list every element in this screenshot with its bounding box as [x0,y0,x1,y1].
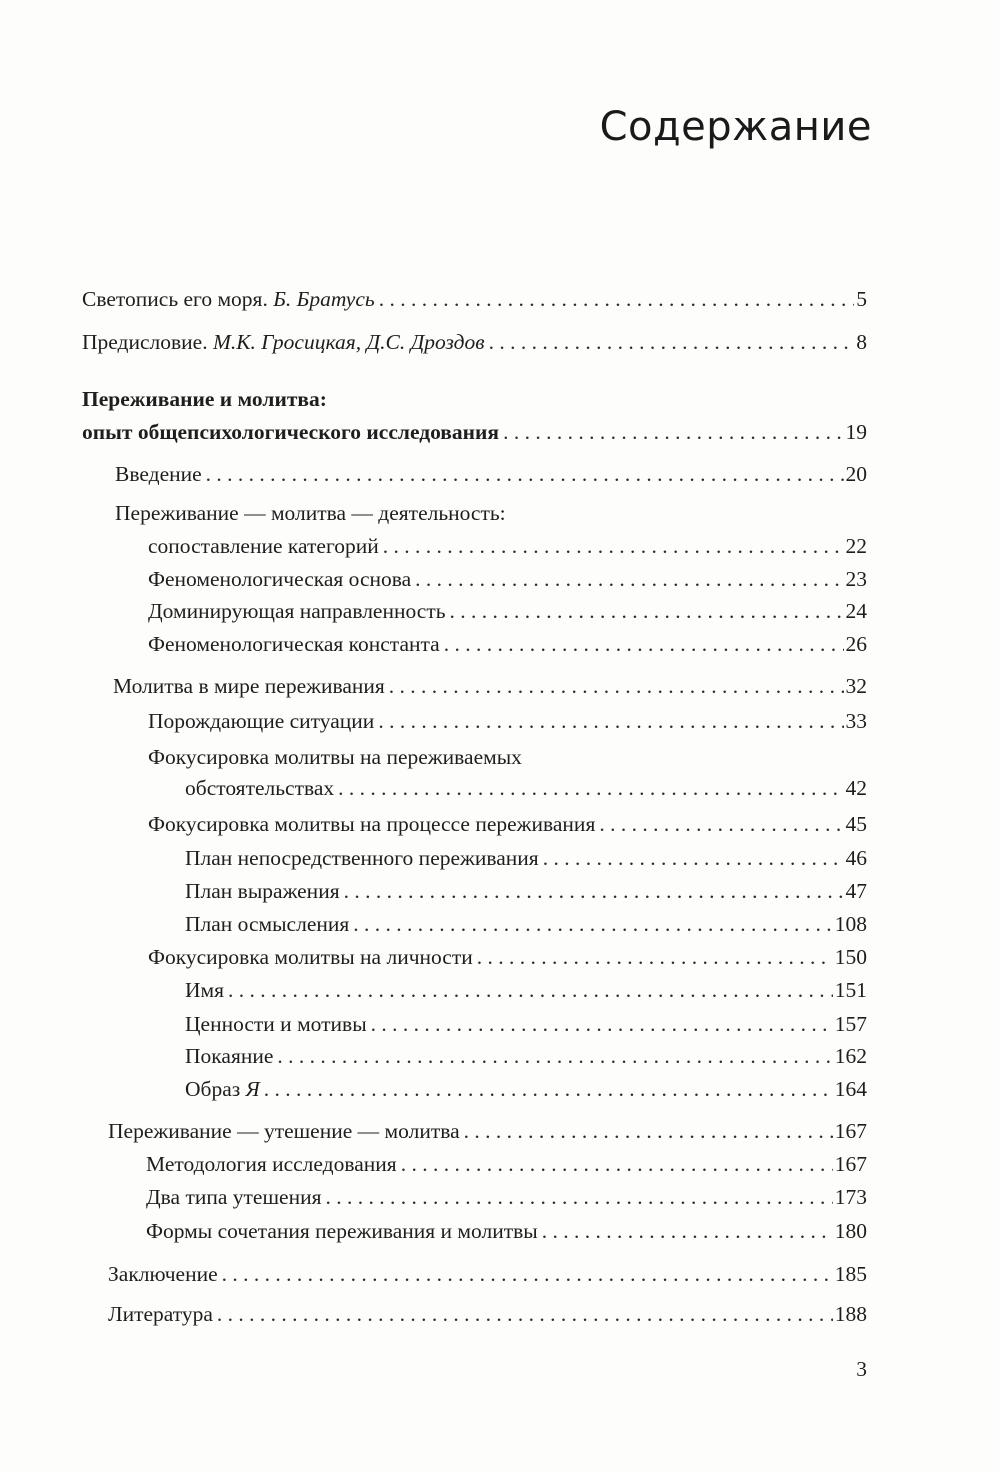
dot-leader [206,461,844,487]
toc-entry-label: План выражения [185,879,340,903]
dot-leader [379,286,855,312]
dot-leader [543,845,844,871]
toc-entry-label: Светопись его моря. Б. Братусь [82,287,375,311]
toc-entry[interactable] [185,775,867,801]
toc-entry-heading-line: Переживание и молитва: [82,387,327,411]
toc-entry[interactable] [115,461,867,487]
toc-entry-label: План осмысления [185,912,350,936]
toc-entry-label: Ценности и мотивы [185,1012,367,1036]
dot-leader [325,1184,832,1210]
dot-leader [353,911,832,937]
toc-entry-label: Фокусировка молитвы на личности [148,945,473,969]
dot-leader [264,1076,833,1102]
toc-entry-page: 24 [845,599,867,623]
toc-entry[interactable] [146,1218,867,1244]
toc-entry-page: 8 [856,330,867,354]
toc-entry-label: Литература [108,1302,213,1326]
toc-entry[interactable] [146,1184,867,1210]
toc-entry-author: Б. Братусь [273,287,375,311]
toc-entry[interactable] [148,631,867,657]
dot-leader [217,1301,833,1327]
toc-entry-page: 162 [834,1044,867,1068]
toc-entry-label: Формы сочетания переживания и молитвы [146,1219,538,1243]
toc-entry-label: Молитва в мире переживания [113,674,385,698]
toc-entry-page: 164 [834,1077,867,1101]
dot-leader [389,673,844,699]
toc-entry[interactable] [185,911,867,937]
toc-entry[interactable] [108,1301,867,1327]
toc-entry-label: Переживание — утешение — молитва [108,1119,460,1143]
toc-entry[interactable] [146,1151,867,1177]
toc-entry-label: Заключение [108,1262,218,1286]
toc-entry[interactable] [108,1261,867,1287]
dot-leader [464,1118,833,1144]
toc-entry-page: 20 [845,462,867,486]
toc-entry-label: Доминирующая направленность [148,599,446,623]
toc-entry-page: 150 [834,945,867,969]
dot-leader [228,977,833,1003]
toc-entry[interactable] [185,878,867,904]
dot-leader [222,1261,833,1287]
toc-entry-page: 151 [834,978,867,1002]
toc-entry-page: 188 [834,1302,867,1326]
toc-entry-page: 180 [834,1219,867,1243]
toc-entry[interactable] [82,419,867,445]
toc-entry-page: 185 [834,1262,867,1286]
dot-leader [450,598,844,624]
toc-entry-page: 173 [834,1185,867,1209]
toc-entry-label: Введение [115,462,202,486]
toc-entry-page: 167 [834,1119,867,1143]
toc-entry-label: Предисловие. М.К. Гросицкая, Д.С. Дроздов [82,330,485,354]
toc-entry[interactable] [185,1043,867,1069]
dot-leader [378,708,843,734]
toc-entry-page: 33 [845,709,867,733]
toc-entry-page: 45 [845,812,867,836]
toc-entry-label: Покаяние [185,1044,274,1068]
toc-entry[interactable] [185,1011,867,1037]
dot-leader [477,944,833,970]
toc-entry-author: М.К. Гросицкая, Д.С. Дроздов [212,330,485,354]
page-number: 3 [856,1357,867,1381]
toc-entry-label: Имя [185,978,225,1002]
toc-entry-page: 157 [834,1012,867,1036]
dot-leader [338,775,843,801]
dot-leader [599,811,843,837]
toc-entry-page: 22 [845,534,867,558]
toc-entry[interactable] [148,944,867,970]
toc-entry-page: 42 [845,776,867,800]
toc-entry-label: Образ Я [185,1077,260,1101]
dot-leader [277,1043,832,1069]
toc-entry[interactable] [148,566,867,592]
toc-entry-page: 5 [856,287,867,311]
toc-entry-page: 47 [845,879,867,903]
toc-entry[interactable] [148,811,867,837]
dot-leader [542,1218,833,1244]
dot-leader [444,631,844,657]
dot-leader [344,878,844,904]
toc-entry[interactable] [148,708,867,734]
dot-leader [503,419,843,445]
dot-leader [415,566,843,592]
toc-entry-label: План непосредственного переживания [185,846,539,870]
dot-leader [401,1151,833,1177]
toc-entry-label: обстоятельствах [185,776,335,800]
toc-entry-label: опыт общепсихологического исследования [82,420,500,444]
toc-entry-heading-line: Фокусировка молитвы на переживаемых [148,745,522,769]
dot-leader [383,533,844,559]
toc-entry[interactable] [113,673,867,699]
toc-entry-label: Фокусировка молитвы на процессе переживания [148,812,596,836]
toc-entry-page: 46 [845,846,867,870]
toc-entry-page: 19 [845,420,867,444]
toc-entry-page: 26 [845,632,867,656]
toc-entry-page: 108 [834,912,867,936]
toc-entry-label: Методология исследования [146,1152,397,1176]
toc-entry-label: Два типа утешения [146,1185,322,1209]
toc-entry-heading-line: Переживание — молитва — деятельность: [115,501,506,525]
toc-entry-author: Я [245,1077,260,1101]
toc-entry[interactable] [82,329,867,355]
toc-entry[interactable] [185,1076,867,1102]
dot-leader [489,329,855,355]
toc-entry-page: 167 [834,1152,867,1176]
toc-entry-page: 32 [845,674,867,698]
toc-entry[interactable] [185,845,867,871]
toc-entry-label: Порождающие ситуации [148,709,375,733]
toc-entry[interactable] [148,598,867,624]
toc-entry-label: Феноменологическая основа [148,567,412,591]
toc-entry[interactable] [148,533,867,559]
toc-entry[interactable] [108,1118,867,1144]
toc-entry-label: сопоставление категорий [148,534,379,558]
toc-entry-page: 23 [845,567,867,591]
toc-entry-label: Феноменологическая константа [148,632,440,656]
toc-entry[interactable] [82,286,867,312]
dot-leader [371,1011,833,1037]
page-title: Содержание [599,104,872,150]
toc-entry[interactable] [185,977,867,1003]
